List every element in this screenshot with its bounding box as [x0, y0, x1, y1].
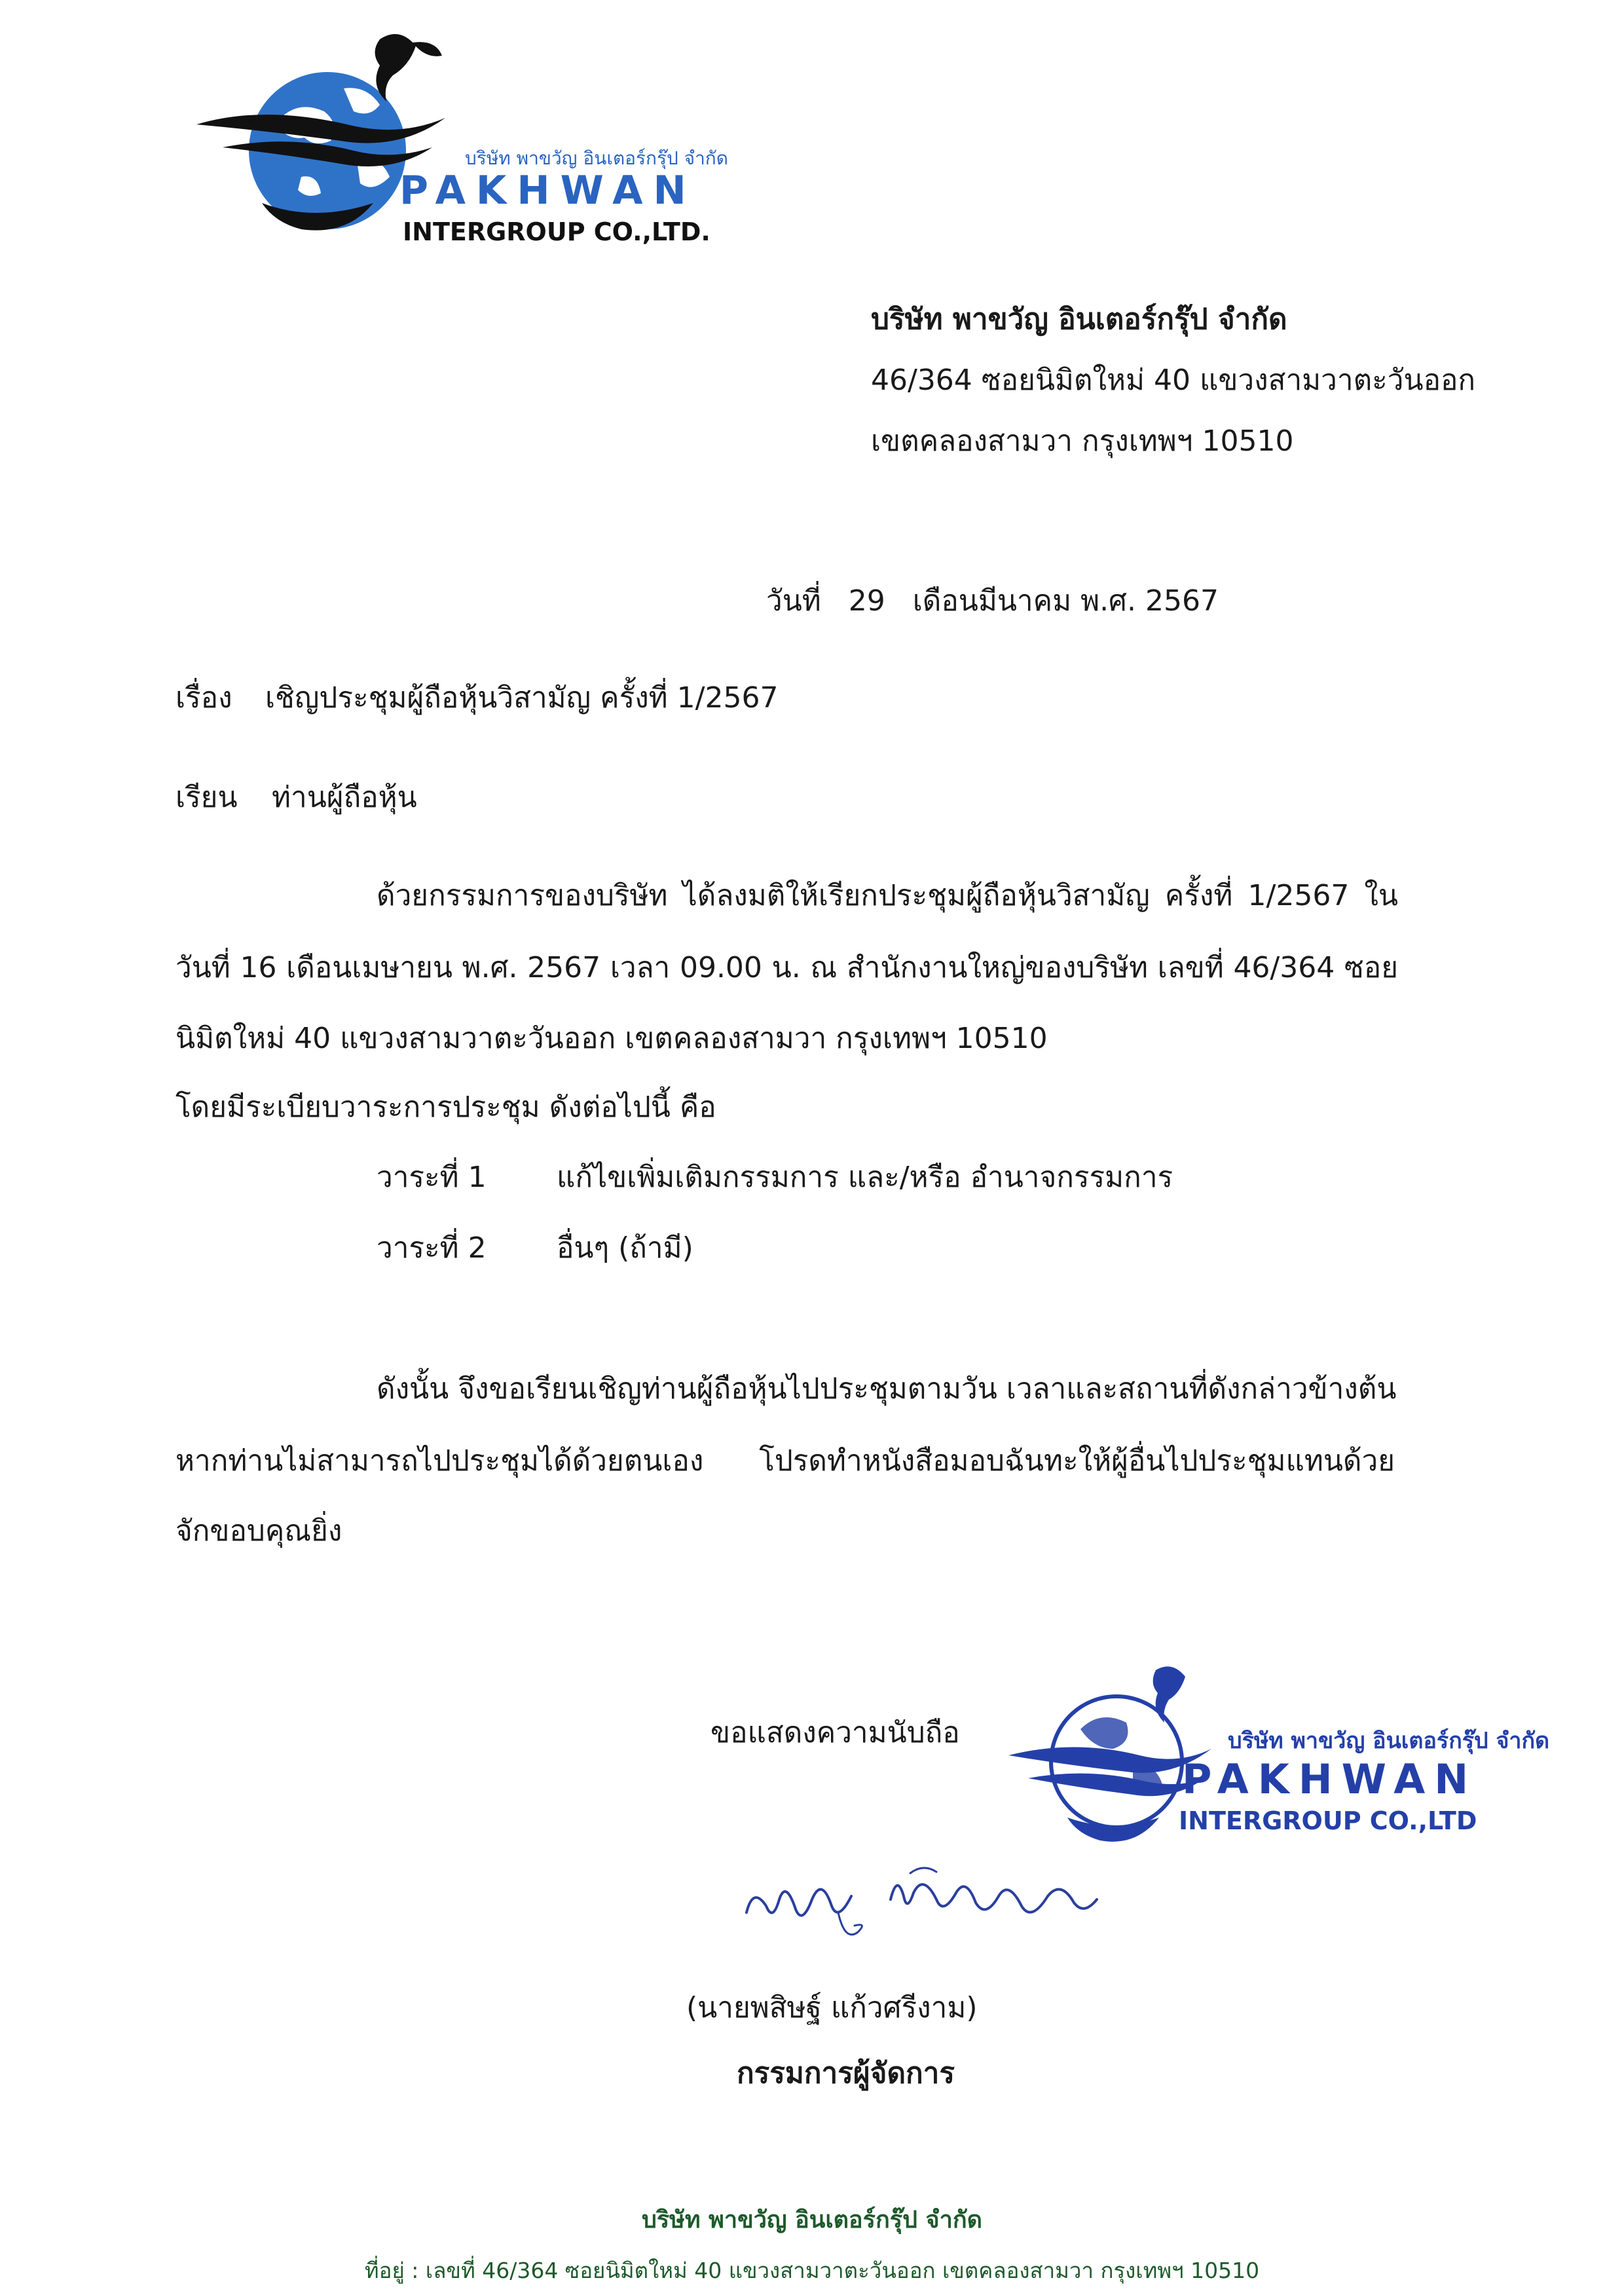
date-label: วันที่ [766, 584, 821, 618]
paragraph2-line3: จักขอบคุณยิ่ง [175, 1514, 342, 1548]
paragraph2-line1: ดังนั้น จึงขอเรียนเชิญท่านผู้ถือหุ้นไปประชุมตามวัน เวลาและสถานที่ดังกล่าวข้างต้น [377, 1372, 1397, 1406]
signature-ink [740, 1860, 1107, 1952]
paragraph2-line2: หากท่านไม่สามารถไปประชุมได้ด้วยตนเอง โปรดทำหนังสือมอบฉันทะให้ผู้อื่นไปประชุมแทนด้วย [175, 1444, 1395, 1478]
letter-date [766, 584, 1219, 619]
footer-address-text: เลขที่ 46/364 ซอยนิมิตใหม่ 40 แขวงสามวาตะวันออก เขตคลองสามวา กรุงเทพฯ 10510 [425, 2258, 1260, 2283]
paragraph1-line3: นิมิตใหม่ 40 แขวงสามวาตะวันออก เขตคลองสามวา กรุงเทพฯ 10510 [175, 1022, 1048, 1055]
logo-thai-name: บริษัท พาขวัญ อินเตอร์กรุ๊ป จำกัด [465, 147, 728, 169]
stamp-brand: PAKHWAN [1182, 1755, 1478, 1803]
paragraph1-line1: ด้วยกรรมการของบริษัท ได้ลงมติให้เรียกประชุมผู้ถือหุ้นวิสามัญ ครั้งที่ 1/2567 ใน [377, 879, 1398, 912]
company-logo [183, 26, 728, 249]
stamp-subtitle: INTERGROUP CO.,LTD [1179, 1806, 1477, 1835]
salutation-text: ท่านผู้ถือหุ้น [272, 781, 417, 814]
company-address-line1: 46/364 ซอยนิมิตใหม่ 40 แขวงสามวาตะวันออก [871, 364, 1476, 397]
subject-label: เรื่อง [175, 681, 232, 715]
company-stamp [1002, 1664, 1550, 1860]
signatory-position: กรรมการผู้จัดการ [737, 2057, 955, 2090]
salutation-label: เรียน [175, 781, 238, 814]
logo-brand: PAKHWAN [399, 168, 697, 214]
handwritten-signature [740, 1860, 1107, 1952]
footer-company: บริษัท พาขวัญ อินเตอร์กรุ๊ป จำกัด [641, 2207, 983, 2233]
date-day: 29 [848, 584, 885, 618]
agenda-item-1-label: วาระที่ 1 [377, 1161, 487, 1194]
footer-address-label: ที่อยู่ : [364, 2258, 419, 2283]
stamp-thai-name: บริษัท พาขวัญ อินเตอร์กรุ๊ป จำกัด [1228, 1728, 1550, 1754]
globe-fish-icon [183, 26, 458, 249]
paragraph1-line2: วันที่ 16 เดือนเมษายน พ.ศ. 2567 เวลา 09.00 น. ณ สำนักงานใหญ่ของบริษัท เลขที่ 46/364 ซอย [175, 951, 1398, 984]
agenda-item-2-text: อื่นๆ (ถ้ามี) [557, 1231, 693, 1265]
footer-address [0, 2253, 1624, 2288]
company-name: บริษัท พาขวัญ อินเตอร์กรุ๊ป จำกัด [871, 303, 1287, 336]
subject-text: เชิญประชุมผู้ถือหุ้นวิสามัญ ครั้งที่ 1/2567 [265, 681, 779, 715]
agenda-item-2-label: วาระที่ 2 [377, 1231, 487, 1265]
date-month-year: เดือนมีนาคม พ.ศ. 2567 [912, 584, 1219, 618]
closing-text: ขอแสดงความนับถือ [710, 1716, 960, 1749]
company-address-line2: เขตคลองสามวา กรุงเทพฯ 10510 [871, 424, 1294, 458]
paragraph1-line4: โดยมีระเบียบวาระการประชุม ดังต่อไปนี้ คือ [175, 1091, 716, 1124]
logo-subtitle: INTERGROUP CO.,LTD. [403, 217, 710, 246]
agenda-item-1-text: แก้ไขเพิ่มเติมกรรมการ และ/หรือ อำนาจกรรมการ [557, 1161, 1173, 1194]
signatory-name: (นายพสิษฐ์ แก้วศรีงาม) [686, 1991, 978, 2024]
